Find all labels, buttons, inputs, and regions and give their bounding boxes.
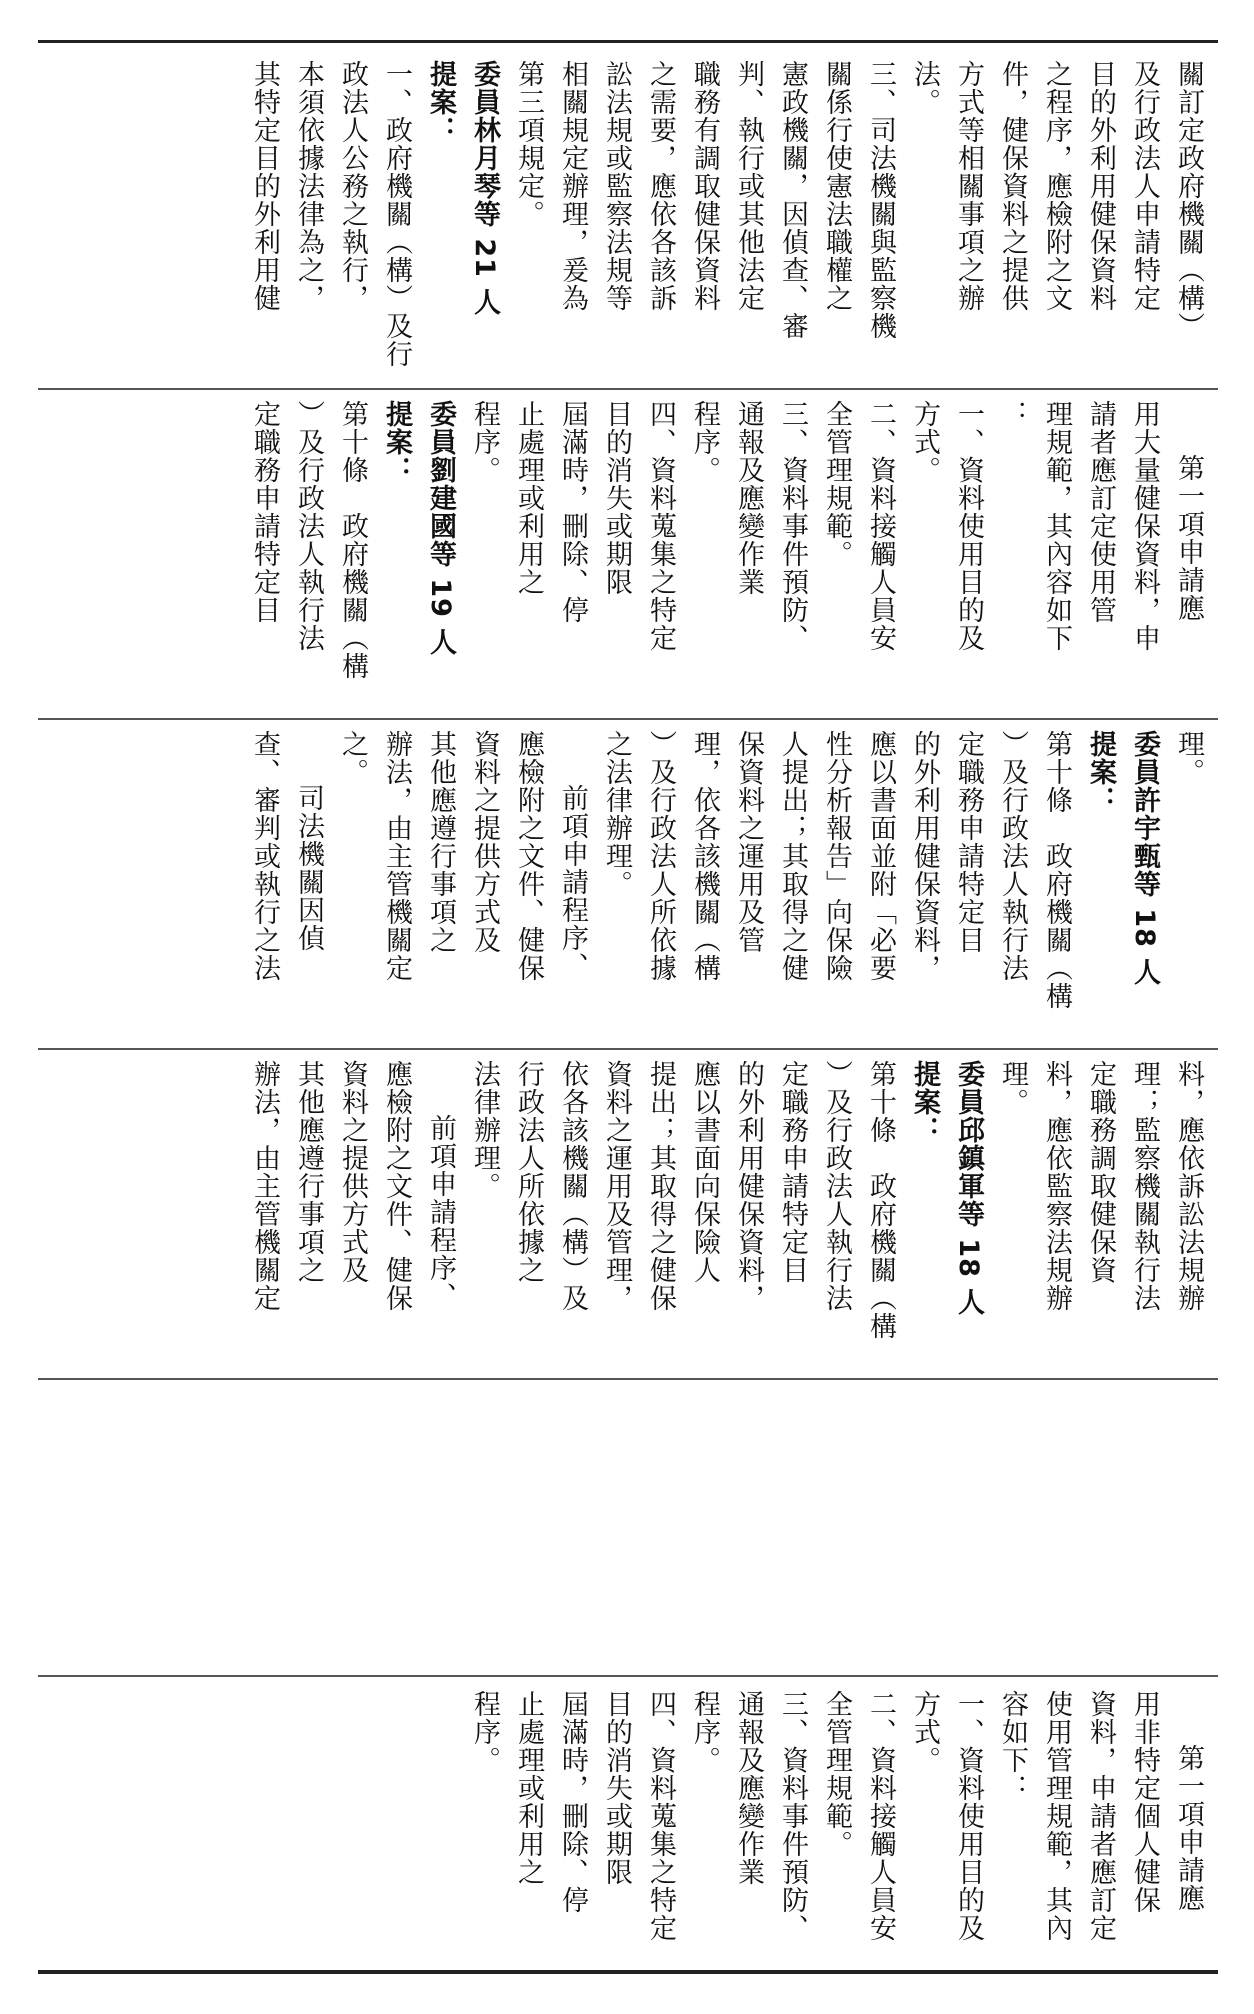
text-line: 應檢附之文件、健保 [381,1060,412,1312]
text-line: 目的消失或期限 [601,1690,632,1886]
text-line: 憲政機關，因偵查、審 [777,60,808,340]
text-line: 前項申請程序、 [425,1114,456,1310]
text-line: 判、執行或其他法定 [733,60,764,312]
text-line: 料，應依訴訟法規辦 [1173,1060,1204,1312]
text-line: 保資料之運用及管 [733,730,764,954]
text-line: 理。 [997,1060,1028,1116]
text-line: 之程序，應檢附之文 [1041,60,1072,312]
text-line: 查、審判或執行之法 [249,730,280,982]
text-line: 第一項申請應 [1173,454,1204,622]
text-line: 定職務申請特定目 [953,730,984,954]
text-line: 三、司法機關與監察機 [865,60,896,340]
text-line: 行政法人所依據之 [513,1060,544,1284]
text-line: 資料之運用及管理， [601,1060,632,1312]
text-line: 容如下： [997,1690,1028,1802]
text-line: 全管理規範。 [821,400,852,568]
text-line: 止處理或利用之 [513,400,544,596]
text-line: 委員邱鎮軍等 18 人 [953,1060,984,1317]
text-line: 通報及應變作業 [733,400,764,596]
text-line: 件，健保資料之提供 [997,60,1028,312]
text-line: 應以書面並附「必要 [865,730,896,982]
text-line: 之需要，應依各該訴 [645,60,676,312]
text-line: 通報及應變作業 [733,1690,764,1886]
text-line: 方式。 [909,400,940,484]
text-line: 關係行使憲法職權之 [821,60,852,312]
text-line: 目的消失或期限 [601,400,632,596]
text-line: 一、政府機關（構）及行 [381,60,412,368]
text-line: 之。 [337,730,368,786]
text-line: ）及行政法人所依據 [645,730,676,982]
text-line: 訟法規或監察法規等 [601,60,632,312]
text-line: ）及行政法人執行法 [821,1060,852,1312]
text-line: 性分析報告」向保險 [821,730,852,982]
divider-1 [38,388,1218,390]
text-line: 前項申請程序、 [557,784,588,980]
text-column-4 [90,1060,1210,1370]
text-line: 的外利用健保資料， [733,1060,764,1312]
text-line: 人提出；其取得之健 [777,730,808,982]
text-line: 提出；其取得之健保 [645,1060,676,1312]
text-line: 之法律辦理。 [601,730,632,898]
text-column-1 [90,60,1210,380]
text-line: 委員許宇甄等 18 人 [1129,730,1160,987]
text-line: ）及行政法人執行法 [293,400,324,652]
text-line: 用大量健保資料，申 [1129,400,1160,652]
text-line: 其特定目的外利用健 [249,60,280,312]
text-line: 一、資料使用目的及 [953,1690,984,1942]
text-line: 應檢附之文件、健保 [513,730,544,982]
bottom-rule [38,1970,1218,1974]
text-line: 定職務申請特定目 [249,400,280,624]
text-line: 方式等相關事項之辦 [953,60,984,312]
text-line: 及行政法人申請特定 [1129,60,1160,312]
text-column-2 [90,400,1210,710]
text-line: 程序。 [469,1690,500,1774]
text-line: ）及行政法人執行法 [997,730,1028,982]
text-line: 本須依據法律為之， [293,60,324,312]
text-line: 第一項申請應 [1173,1744,1204,1912]
text-line: 委員劉建國等 19 人 [425,400,456,657]
text-line: 三、資料事件預防、 [777,400,808,652]
text-line: 二、資料接觸人員安 [865,1690,896,1942]
text-line: ： [997,400,1028,428]
text-line: 相關規定辦理，爰為 [557,60,588,312]
text-line: 其他應遵行事項之 [425,730,456,954]
text-line: 辦法，由主管機關定 [381,730,412,982]
text-column-3 [90,730,1210,1040]
text-line: 第三項規定。 [513,60,544,228]
text-line: 理，依各該機關（構 [689,730,720,982]
text-line: 第十條 政府機關（構 [1041,730,1072,1010]
text-line: 定職務申請特定目 [777,1060,808,1284]
text-line: 程序。 [689,1690,720,1774]
text-line: 方式。 [909,1690,940,1774]
text-line: 法律辦理。 [469,1060,500,1200]
text-line: 定職務調取健保資 [1085,1060,1116,1284]
text-line: 辦法，由主管機關定 [249,1060,280,1312]
text-line: 依各該機關（構）及 [557,1060,588,1312]
text-line: 關訂定政府機關（構） [1173,60,1204,340]
text-line: 全管理規範。 [821,1690,852,1858]
text-line: 提案： [1085,730,1116,814]
text-line: 資料之提供方式及 [469,730,500,954]
text-line: 提案： [425,60,456,144]
text-line: 提案： [381,400,412,484]
text-line: 理。 [1173,730,1204,786]
text-line: 資料，申請者應訂定 [1085,1690,1116,1942]
text-line: 其他應遵行事項之 [293,1060,324,1284]
text-line: 一、資料使用目的及 [953,400,984,652]
text-line: 止處理或利用之 [513,1690,544,1886]
text-line: 屆滿時，刪除、停 [557,1690,588,1914]
text-line: 委員林月琴等 21 人 [469,60,500,317]
divider-3 [38,1048,1218,1050]
text-line: 二、資料接觸人員安 [865,400,896,652]
text-line: 三、資料事件預防、 [777,1690,808,1942]
top-rule [38,40,1218,43]
text-line: 職務有調取健保資料 [689,60,720,312]
divider-2 [38,718,1218,720]
text-line: 應以書面向保險人 [689,1060,720,1284]
text-line: 提案： [909,1060,940,1144]
text-line: 第十條 政府機關（構 [865,1060,896,1340]
text-line: 政法人公務之執行， [337,60,368,312]
divider-4 [38,1378,1218,1380]
text-line: 司法機關因偵 [293,784,324,952]
text-line: 請者應訂定使用管 [1085,400,1116,624]
divider-5 [38,1675,1218,1677]
text-line: 資料之提供方式及 [337,1060,368,1284]
text-column-5 [50,1690,1210,1960]
text-line: 四、資料蒐集之特定 [645,1690,676,1942]
text-line: 用非特定個人健保 [1129,1690,1160,1914]
text-line: 料，應依監察法規辦 [1041,1060,1072,1312]
text-line: 程序。 [469,400,500,484]
text-line: 第十條 政府機關（構 [337,400,368,680]
text-line: 理規範，其內容如下 [1041,400,1072,652]
text-line: 屆滿時，刪除、停 [557,400,588,624]
text-line: 的外利用健保資料， [909,730,940,982]
text-line: 目的外利用健保資料 [1085,60,1116,312]
text-line: 理；監察機關執行法 [1129,1060,1160,1312]
text-line: 法。 [909,60,940,116]
text-line: 使用管理規範，其內 [1041,1690,1072,1942]
text-line: 四、資料蒐集之特定 [645,400,676,652]
text-line: 程序。 [689,400,720,484]
